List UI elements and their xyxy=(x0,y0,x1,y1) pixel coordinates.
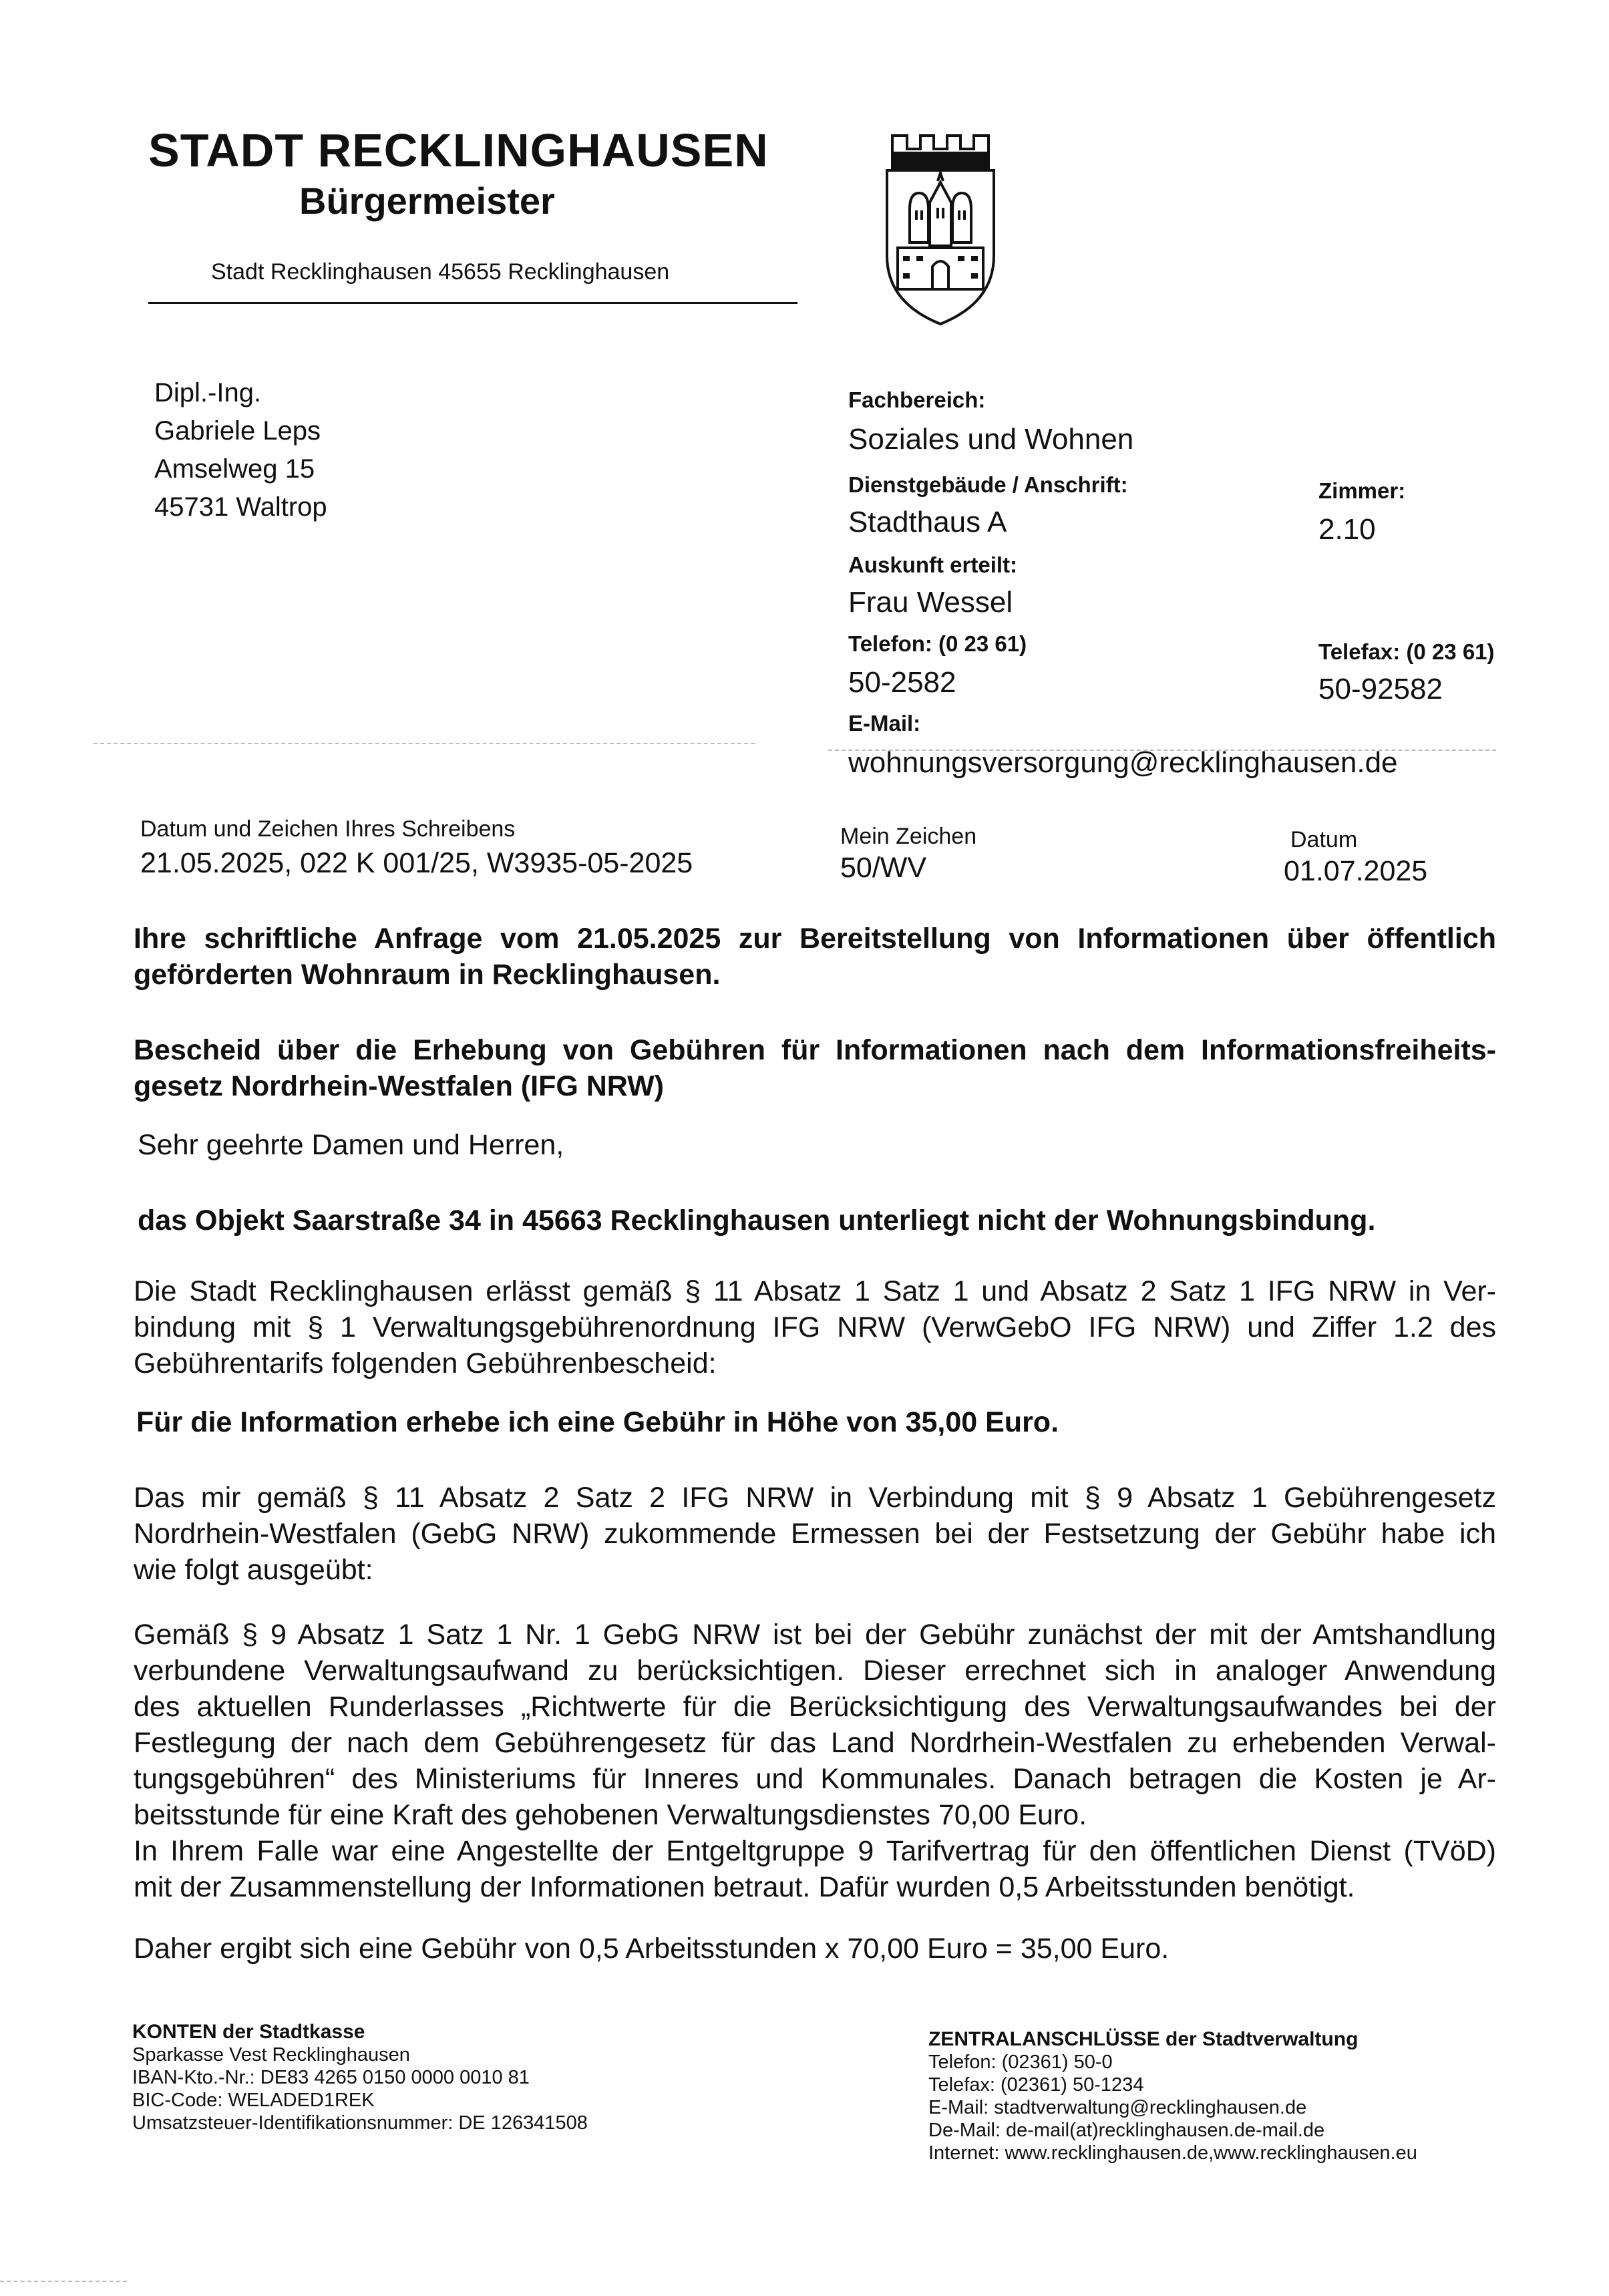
city-name: STADT RECKLINGHAUSEN xyxy=(148,124,769,176)
date-value: 01.07.2025 xyxy=(1284,855,1428,887)
email-label: E-Mail: xyxy=(848,711,921,735)
city-crest-logo xyxy=(883,129,998,329)
paragraph-line: Das mir gemäß § 11 Absatz 2 Satz 2 IFG NRW in Verbindung mit § 9 Absatz 1 Gebührengesetz xyxy=(134,1482,1496,1514)
room-value: 2.10 xyxy=(1318,513,1376,546)
subject-line: Ihre schriftliche Anfrage vom 21.05.2025 zur Bereitstellung von Informationen über öffentlich xyxy=(134,923,1496,955)
phone-label: Telefon: (0 23 61) xyxy=(848,631,1027,656)
paragraph-discretion xyxy=(134,1480,1496,1588)
office-title: Bürgermeister xyxy=(299,180,555,222)
recipient-line: 45731 Waltrop xyxy=(154,492,327,522)
footer-line: Telefon: (02361) 50-0 xyxy=(928,2052,1113,2073)
paragraph-legal-basis xyxy=(134,1273,1496,1381)
paragraph-line: wie folgt ausgeübt: xyxy=(134,1554,373,1586)
subject-decision xyxy=(134,1032,1496,1104)
sender-line: Stadt Recklinghausen 45655 Recklinghausen xyxy=(211,259,670,285)
footer-line: Telefax: (02361) 50-1234 xyxy=(928,2074,1144,2096)
footer-line: Sparkasse Vest Recklinghausen xyxy=(132,2044,410,2066)
subject-request xyxy=(134,921,1496,993)
fee-result: Daher ergibt sich eine Gebühr von 0,5 Arbeitsstunden x 70,00 Euro = 35,00 Euro. xyxy=(134,1933,1170,1965)
paragraph-line: bindung mit § 1 Verwaltungsgebührenordnung IFG NRW (VerwGebO IFG NRW) und Ziffer 1.2 des xyxy=(134,1311,1496,1343)
paragraph-line: Gemäß § 9 Absatz 1 Satz 1 Nr. 1 GebG NRW ist bei der Gebühr zunächst der mit der Amtshandlung xyxy=(134,1619,1496,1651)
paragraph-line: Festlegung der nach dem Gebührengesetz für das Land Nordrhein-Westfalen zu erhebenden Verwal- xyxy=(134,1727,1496,1759)
building-value: Stadthaus A xyxy=(848,506,1007,538)
room-label: Zimmer: xyxy=(1318,478,1406,503)
paragraph-line: verbundene Verwaltungsaufwand zu berücksichtigen. Dieser errechnet sich in analoger Anwendung xyxy=(134,1655,1496,1687)
subject-line: Bescheid über die Erhebung von Gebühren für Informationen nach dem Informationsfreiheits- xyxy=(134,1034,1496,1066)
fold-mark-line xyxy=(828,750,1496,751)
paragraph-line: Nordrhein-Westfalen (GebG NRW) zukommende Ermessen bei der Festsetzung der Gebühr habe ich xyxy=(134,1518,1496,1550)
phone-value: 50-2582 xyxy=(848,666,956,699)
recipient-address xyxy=(154,374,622,526)
fold-mark-line xyxy=(0,2281,127,2282)
contact-label: Auskunft erteilt: xyxy=(848,552,1018,577)
email-value: wohnungsversorgung@recklinghausen.de xyxy=(848,746,1398,779)
fax-value: 50-92582 xyxy=(1318,673,1443,705)
recipient-line: Amselweg 15 xyxy=(154,454,315,484)
contact-value: Frau Wessel xyxy=(848,586,1013,619)
your-reference-label: Datum und Zeichen Ihres Schreibens xyxy=(140,816,516,842)
paragraph-line: In Ihrem Falle war eine Angestellte der Entgeltgruppe 9 Tarifvertrag für den öffentlichen Dienst (TVöD) xyxy=(134,1835,1496,1867)
fachbereich-value: Soziales und Wohnen xyxy=(848,423,1134,456)
footer-contacts xyxy=(928,2028,1417,2164)
your-reference-value: 21.05.2025, 022 K 001/25, W3935-05-2025 xyxy=(140,847,693,879)
binding-statement: das Objekt Saarstraße 34 in 45663 Recklinghausen unterliegt nicht der Wohnungsbindung. xyxy=(138,1204,1376,1237)
footer-line: IBAN-Kto.-Nr.: DE83 4265 0150 0000 0010 81 xyxy=(132,2067,530,2088)
paragraph-line: des aktuellen Runderlasses „Richtwerte für die Berücksichtigung des Verwaltungsaufwandes bei der xyxy=(134,1691,1496,1723)
recipient-line: Gabriele Leps xyxy=(154,416,321,446)
fax-label: Telefax: (0 23 61) xyxy=(1318,639,1495,664)
paragraph-line: mit der Zusammenstellung der Informationen betraut. Dafür wurden 0,5 Arbeitsstunden benötigt. xyxy=(134,1871,1355,1903)
fachbereich-label: Fachbereich: xyxy=(848,387,986,412)
paragraph-calculation xyxy=(134,1617,1496,1905)
date-label: Datum xyxy=(1290,827,1358,852)
subject-line: geförderten Wohnraum in Recklinghausen. xyxy=(134,959,721,991)
building-label: Dienstgebäude / Anschrift: xyxy=(848,472,1128,497)
fee-statement: Für die Information erhebe ich eine Gebühr in Höhe von 35,00 Euro. xyxy=(136,1406,1059,1438)
footer-accounts xyxy=(132,2021,588,2134)
footer-contacts-heading: ZENTRALANSCHLÜSSE der Stadtverwaltung xyxy=(928,2028,1359,2050)
fold-mark-line xyxy=(94,743,755,744)
my-reference-value: 50/WV xyxy=(840,852,927,884)
my-reference-label: Mein Zeichen xyxy=(840,824,977,849)
footer-line: E-Mail: stadtverwaltung@recklinghausen.de xyxy=(928,2097,1307,2118)
footer-line: Internet: www.recklinghausen.de,www.recklinghausen.eu xyxy=(928,2142,1417,2164)
footer-line: Umsatzsteuer-Identifikationsnummer: DE 126341508 xyxy=(132,2112,588,2134)
salutation: Sehr geehrte Damen und Herren, xyxy=(138,1129,564,1161)
footer-accounts-heading: KONTEN der Stadtkasse xyxy=(132,2021,365,2043)
sender-rule xyxy=(148,302,797,304)
recipient-line: Dipl.-Ing. xyxy=(154,378,262,407)
footer-line: BIC-Code: WELADED1REK xyxy=(132,2090,375,2111)
footer-line: De-Mail: de-mail(at)recklinghausen.de-mail.de xyxy=(928,2120,1325,2141)
subject-line: gesetz Nordrhein-Westfalen (IFG NRW) xyxy=(134,1070,664,1102)
paragraph-line: beitsstunde für eine Kraft des gehobenen Verwaltungsdienstes 70,00 Euro. xyxy=(134,1799,1087,1831)
paragraph-line: tungsgebühren“ des Ministeriums für Inneres und Kommunales. Danach betragen die Kosten je Ar- xyxy=(134,1763,1496,1795)
paragraph-line: Die Stadt Recklinghausen erlässt gemäß § 11 Absatz 1 Satz 1 und Absatz 2 Satz 1 IFG NRW in Ver- xyxy=(134,1275,1496,1307)
paragraph-line: Gebührentarifs folgenden Gebührenbescheid: xyxy=(134,1347,717,1379)
